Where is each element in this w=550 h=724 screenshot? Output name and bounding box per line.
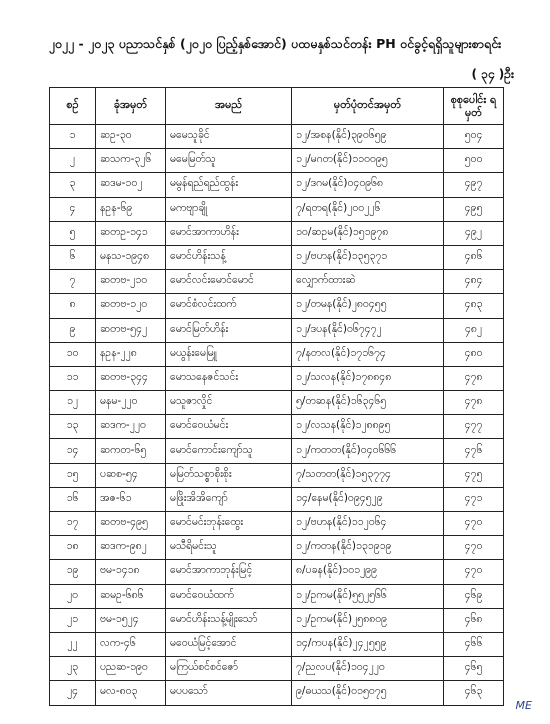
table-row [50, 608, 504, 632]
cell-no: ၉ [50, 318, 96, 342]
col-header-roll: ခုံအမှတ် [96, 88, 166, 125]
cell-nrc: ၇/နတလ(နိုင်)၁၇၁၆၇၄ [292, 342, 444, 366]
cell-total-mark: ၄၆၉ [444, 584, 504, 608]
cell-total-mark: ၄၈၆ [444, 245, 504, 269]
table-row [50, 681, 504, 705]
cell-roll-number: ဆဒမ-၁၀၂ [96, 173, 166, 197]
cell-total-mark: ၄၇၀ [444, 512, 504, 536]
cell-roll-number: ပညဆ-၁၉၀ [96, 657, 166, 681]
cell-nrc: ၁၂/ဗဟန(နိုင်)၁၃၅၃၇၁ [292, 245, 444, 269]
header-row [50, 88, 504, 125]
cell-nrc: ၇/ညလပ(နိုင်)၁၀၄၂၂၀ [292, 657, 444, 681]
cell-name: မကဗျာချို [166, 197, 292, 221]
cell-total-mark: ၄၉၂ [444, 221, 504, 245]
cell-roll-number: မနသ-၁၉၄၈ [96, 245, 166, 269]
cell-roll-number: ဆတဗ-၁၂၀ [96, 294, 166, 318]
cell-total-mark: ၄၇၀ [444, 560, 504, 584]
table-body [50, 125, 504, 706]
cell-name: မမွန်ရည်ရည်ထွန်း [166, 173, 292, 197]
cell-name: မောသနေဇင်သင်း [166, 366, 292, 390]
table-row [50, 584, 504, 608]
cell-total-mark: ၄၈၄ [444, 270, 504, 294]
table-row [50, 391, 504, 415]
cell-total-mark: ၅၀၀ [444, 149, 504, 173]
cell-no: ၁၈ [50, 536, 96, 560]
cell-no: ၁၆ [50, 487, 96, 511]
cell-roll-number: ဆတဗ-၅၄၂ [96, 318, 166, 342]
cell-no: ၂၀ [50, 584, 96, 608]
cell-nrc: ၁၂/ဗဟန(နိုင်)၁၁၂၀၆၄ [292, 512, 444, 536]
cell-no: ၂၄ [50, 681, 96, 705]
cell-total-mark: ၄၇၈ [444, 366, 504, 390]
cell-no: ၁၀ [50, 342, 96, 366]
table-row [50, 342, 504, 366]
cell-total-mark: ၄၈၃ [444, 294, 504, 318]
table-row [50, 657, 504, 681]
cell-nrc: ၁၄/ကပန(နိုင်)၂၄၂၅၅၉ [292, 632, 444, 656]
table-row [50, 270, 504, 294]
cell-total-mark: ၅၀၄ [444, 125, 504, 149]
cell-no: ၃ [50, 173, 96, 197]
cell-nrc: ၇/ရတရ(နိုင်)၂၀၀၂၂၆ [292, 197, 444, 221]
cell-roll-number: မလ-၈၀၃ [96, 681, 166, 705]
cell-nrc: ၈/ပခန(နိုင်)၁၀၁၂၉၉ [292, 560, 444, 584]
cell-name: မောင်ဝေယံမင်း [166, 415, 292, 439]
cell-total-mark: ၄၇၅ [444, 463, 504, 487]
cell-total-mark: ၄၇၆ [444, 439, 504, 463]
cell-nrc: ၁၂/အစန(နိုင်)၃၉၀၆၅၉ [292, 125, 444, 149]
cell-roll-number: ဆတဗ-၂၁၀ [96, 270, 166, 294]
table-row [50, 245, 504, 269]
cell-no: ၁၇ [50, 512, 96, 536]
col-header-name: အမည် [166, 88, 292, 125]
cell-roll-number: ဆဒက-၉၈၂ [96, 536, 166, 560]
cell-roll-number: ဆတဗ-၄၉၅ [96, 512, 166, 536]
cell-nrc: ၁၂/ဒပန(နိုင်)၀၆၇၄၇၂ [292, 318, 444, 342]
cell-total-mark: ၄၇၇ [444, 415, 504, 439]
cell-roll-number: နဥန-၆၉ [96, 197, 166, 221]
cell-total-mark: ၄၇၁ [444, 487, 504, 511]
table-row [50, 512, 504, 536]
cell-nrc: ၇/သတတ(နိုင်)၁၅၃၇၇၄ [292, 463, 444, 487]
cell-nrc: ၉/ဓယသ(နိုင်)၀၁၅၀၇၅ [292, 681, 444, 705]
cell-name: မယွန်းမေမြူ [166, 342, 292, 366]
cell-name: မောင်ဟိန်းသန့် [166, 245, 292, 269]
cell-roll-number: အဇ-၆၁ [96, 487, 166, 511]
cell-no: ၂၃ [50, 657, 96, 681]
cell-total-mark: ၄၉၅ [444, 197, 504, 221]
cell-total-mark: ၄၆၅ [444, 657, 504, 681]
table-row [50, 173, 504, 197]
cell-name: မပပသော် [166, 681, 292, 705]
cell-name: မဖြိုးအိအိကျော် [166, 487, 292, 511]
cell-no: ၇ [50, 270, 96, 294]
cell-roll-number: ပဆစ-၅၄ [96, 463, 166, 487]
cell-roll-number: ဆကတ-၆၅ [96, 439, 166, 463]
cell-name: မောင်ဟိန်းသန့်မျိုးသော် [166, 608, 292, 632]
table-row [50, 415, 504, 439]
table-row [50, 560, 504, 584]
cell-no: ၅ [50, 221, 96, 245]
cell-roll-number: ဆသက-၃၂၆ [96, 149, 166, 173]
cell-name: မမေမြတ်သူ [166, 149, 292, 173]
cell-name: မောင်ကောင်းကျော်သူ [166, 439, 292, 463]
table-row [50, 149, 504, 173]
cell-nrc: ၁၂/ကတတ(နိုင်)၀၄၀၆၆၆ [292, 439, 444, 463]
cell-roll-number: လက-၄၆ [96, 632, 166, 656]
cell-name: မောင်ဝေယံထက် [166, 584, 292, 608]
document-title: ၂၀၂၂ - ၂၀၂၃ ပညာသင်နှစ် (၂၀၂၀ ပြည့်နှစ်အောင်) ပထမနှစ်သင်တန်း PH ဝင်ခွင့်ရရှိသူများစာရင်း [48, 36, 502, 51]
cell-name: မသီရိမင်းသူ [166, 536, 292, 560]
cell-total-mark: ၄၇၀ [444, 536, 504, 560]
results-table [49, 87, 504, 706]
cell-roll-number: ဆဥ-၃၀ [96, 125, 166, 149]
cell-name: မဝေယံမြင့်အောင် [166, 632, 292, 656]
table-row [50, 487, 504, 511]
cell-roll-number: ဗမ-၁၅၂၄ [96, 608, 166, 632]
table-row [50, 125, 504, 149]
cell-nrc: ၁၂/သလန(နိုင်)၁၇၈၈၄၈ [292, 366, 444, 390]
handwritten-initials: ME [515, 699, 532, 712]
cell-total-mark: ၄၆၈ [444, 608, 504, 632]
cell-no: ၂၁ [50, 608, 96, 632]
cell-no: ၄ [50, 197, 96, 221]
table-row [50, 221, 504, 245]
cell-roll-number: ဗမ-၁၄၁၈ [96, 560, 166, 584]
cell-total-mark: ၄၇၈ [444, 391, 504, 415]
cell-total-mark: ၄၉၇ [444, 173, 504, 197]
cell-nrc: ၅/တဆန(နိုင်)၁၆၃၄၆၅ [292, 391, 444, 415]
cell-roll-number: နဥန-၂၂၈ [96, 342, 166, 366]
table-row [50, 463, 504, 487]
cell-no: ၈ [50, 294, 96, 318]
table-row [50, 439, 504, 463]
cell-no: ၁၄ [50, 439, 96, 463]
cell-roll-number: ဆမဥ-၆၈၆ [96, 584, 166, 608]
cell-nrc: ၁၀/ဆဥမ(နိုင်)၁၅၁၉၇၈ [292, 221, 444, 245]
cell-name: မောင်အာကာဘုန်းမြင့် [166, 560, 292, 584]
cell-total-mark: ၄၈၂ [444, 318, 504, 342]
table-row [50, 197, 504, 221]
table-row [50, 366, 504, 390]
cell-roll-number: ဆတဗ-၃၄၄ [96, 366, 166, 390]
cell-nrc: ၁၂/ဥကမ(နိုင်)၂၅၈၈၀၉ [292, 608, 444, 632]
cell-nrc: ၁၂/ကတန(နိုင်)၁၃၁၉၁၉ [292, 536, 444, 560]
table-row [50, 536, 504, 560]
cell-total-mark: ၄၈၀ [444, 342, 504, 366]
cell-roll-number: ဆဒက-၂၂၀ [96, 415, 166, 439]
cell-name: မောင်မြတ်ဟိန်း [166, 318, 292, 342]
cell-nrc: ၁၂/ဥကမ(နိုင်)၅၅၂၅၆၆ [292, 584, 444, 608]
cell-no: ၁၃ [50, 415, 96, 439]
cell-name: မမေသူခိုင် [166, 125, 292, 149]
cell-total-mark: ၄၆၆ [444, 632, 504, 656]
cell-roll-number: မနမ-၂၂၀ [96, 391, 166, 415]
col-header-no: စဉ် [50, 88, 96, 125]
total-count: ( ၃၄ )ဦး [471, 67, 514, 81]
cell-no: ၁ [50, 125, 96, 149]
col-header-total: စုစုပေါင်း ရမှတ် [444, 88, 504, 125]
cell-name: မောင်စံလင်းထက် [166, 294, 292, 318]
cell-no: ၁၉ [50, 560, 96, 584]
cell-nrc: လျှောက်ထားဆဲ [292, 270, 444, 294]
cell-nrc: ၁၄/နေမ(နိုင်)၀၉၄၅၂၉ [292, 487, 444, 511]
cell-roll-number: ဆတဥ-၁၄၁ [96, 221, 166, 245]
cell-nrc: ၁၂/တမန(နိုင်)၂၈၀၄၅၅ [292, 294, 444, 318]
cell-name: မောင်အာကာဟိန်း [166, 221, 292, 245]
cell-nrc: ၁၂/လသန(နိုင်)၁၂၈၈၉၅ [292, 415, 444, 439]
table-row [50, 632, 504, 656]
cell-name: မောင်လင်းမောင်မောင် [166, 270, 292, 294]
col-header-nrc: မှတ်ပုံတင်အမှတ် [292, 88, 444, 125]
cell-no: ၁၂ [50, 391, 96, 415]
cell-name: မမြတ်သစ္စာစိုးစိုး [166, 463, 292, 487]
cell-total-mark: ၄၆၃ [444, 681, 504, 705]
cell-no: ၁၅ [50, 463, 96, 487]
cell-no: ၆ [50, 245, 96, 269]
cell-nrc: ၁၂/မဂတ(နိုင်)၁၁၀၀၉၅ [292, 149, 444, 173]
cell-name: မောင်မင်းဘုန်းထွေး [166, 512, 292, 536]
cell-nrc: ၁၂/ဒဂမ(နိုင်)၀၄၀၉၆၈ [292, 173, 444, 197]
cell-no: ၂၂ [50, 632, 96, 656]
cell-no: ၂ [50, 149, 96, 173]
cell-name: မသူဇာလှိုင် [166, 391, 292, 415]
table-row [50, 294, 504, 318]
cell-name: မကြယ်စင်စင်ဇော် [166, 657, 292, 681]
cell-no: ၁၁ [50, 366, 96, 390]
table-row [50, 318, 504, 342]
